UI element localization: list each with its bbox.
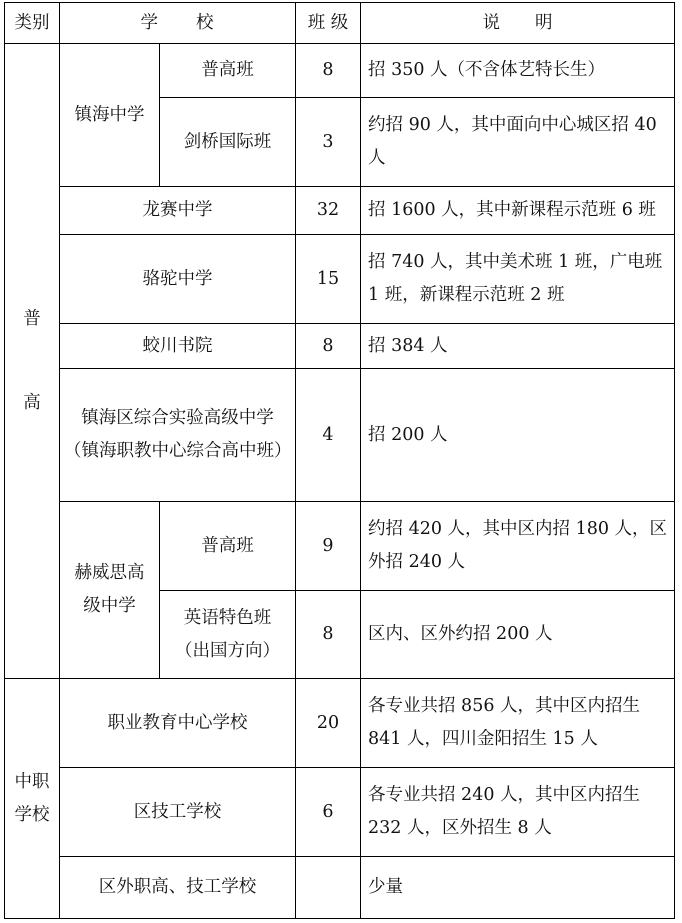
note-zonghe: 招 200 人 bbox=[361, 369, 675, 502]
enrollment-plan-table bbox=[4, 2, 675, 919]
classes-longsai: 32 bbox=[296, 187, 361, 235]
note-zhenhai-putong: 招 350 人（不含体艺特长生） bbox=[361, 44, 675, 98]
category-zhongzhi-line-2: 学校 bbox=[14, 804, 50, 825]
school-zhijiao: 职业教育中心学校 bbox=[60, 679, 296, 768]
note-heweisi-putong: 约招 420 人，其中区内招 180 人，区外招 240 人 bbox=[361, 502, 675, 591]
table-row bbox=[5, 679, 675, 768]
header-row bbox=[5, 3, 675, 44]
category-putong-char-1: 普 bbox=[23, 309, 41, 329]
classes-jiaochuan: 8 bbox=[296, 324, 361, 369]
classes-jigong: 6 bbox=[296, 768, 361, 857]
note-jiaochuan: 招 384 人 bbox=[361, 324, 675, 369]
school-jigong: 区技工学校 bbox=[60, 768, 296, 857]
header-classes: 班 级 bbox=[296, 3, 361, 44]
note-longsai: 招 1600 人，其中新课程示范班 6 班 bbox=[361, 187, 675, 235]
table-row bbox=[5, 44, 675, 98]
school-heweisi: 赫威思高级中学 bbox=[60, 502, 160, 679]
classes-heweisi-english: 8 bbox=[296, 591, 361, 679]
category-putong-char-2: 高 bbox=[23, 393, 41, 413]
note-zhenhai-cambridge: 约招 90 人，其中面向中心城区招 40 人 bbox=[361, 98, 675, 187]
table-row bbox=[5, 324, 675, 369]
note-heweisi-english: 区内、区外约招 200 人 bbox=[361, 591, 675, 679]
classes-zonghe: 4 bbox=[296, 369, 361, 502]
classes-heweisi-putong: 9 bbox=[296, 502, 361, 591]
table-row bbox=[5, 768, 675, 857]
category-zhongzhi-cell bbox=[5, 679, 60, 919]
classes-zhenhai-cambridge: 3 bbox=[296, 98, 361, 187]
note-zhijiao: 各专业共招 856 人，其中区内招生 841 人，四川金阳招生 15 人 bbox=[361, 679, 675, 768]
category-zhongzhi-line-1: 中职 bbox=[14, 771, 50, 792]
note-luotuo: 招 740 人，其中美术班 1 班，广电班 1 班，新课程示范班 2 班 bbox=[361, 235, 675, 324]
header-category: 类别 bbox=[5, 3, 60, 44]
school-zhenhai: 镇海中学 bbox=[60, 44, 160, 187]
school-longsai: 龙赛中学 bbox=[60, 187, 296, 235]
header-note: 说 明 bbox=[361, 3, 675, 44]
classes-luotuo: 15 bbox=[296, 235, 361, 324]
classes-zhenhai-putong: 8 bbox=[296, 44, 361, 98]
category-putong-cell bbox=[5, 44, 60, 679]
header-school: 学 校 bbox=[60, 3, 296, 44]
classes-zhijiao: 20 bbox=[296, 679, 361, 768]
school-quwai: 区外职高、技工学校 bbox=[60, 857, 296, 919]
program-zhenhai-putong: 普高班 bbox=[160, 44, 296, 98]
program-zhenhai-cambridge: 剑桥国际班 bbox=[160, 98, 296, 187]
program-heweisi-english: 英语特色班（出国方向） bbox=[160, 591, 296, 679]
program-heweisi-putong: 普高班 bbox=[160, 502, 296, 591]
table-row bbox=[5, 369, 675, 502]
classes-quwai bbox=[296, 857, 361, 919]
table-row bbox=[5, 502, 675, 591]
note-quwai: 少量 bbox=[361, 857, 675, 919]
table-row bbox=[5, 187, 675, 235]
school-luotuo: 骆驼中学 bbox=[60, 235, 296, 324]
table-row bbox=[5, 857, 675, 919]
table-row bbox=[5, 235, 675, 324]
note-jigong: 各专业共招 240 人，其中区内招生 232 人，区外招生 8 人 bbox=[361, 768, 675, 857]
school-jiaochuan: 蛟川书院 bbox=[60, 324, 296, 369]
school-zonghe: 镇海区综合实验高级中学（镇海职教中心综合高中班） bbox=[60, 369, 296, 502]
